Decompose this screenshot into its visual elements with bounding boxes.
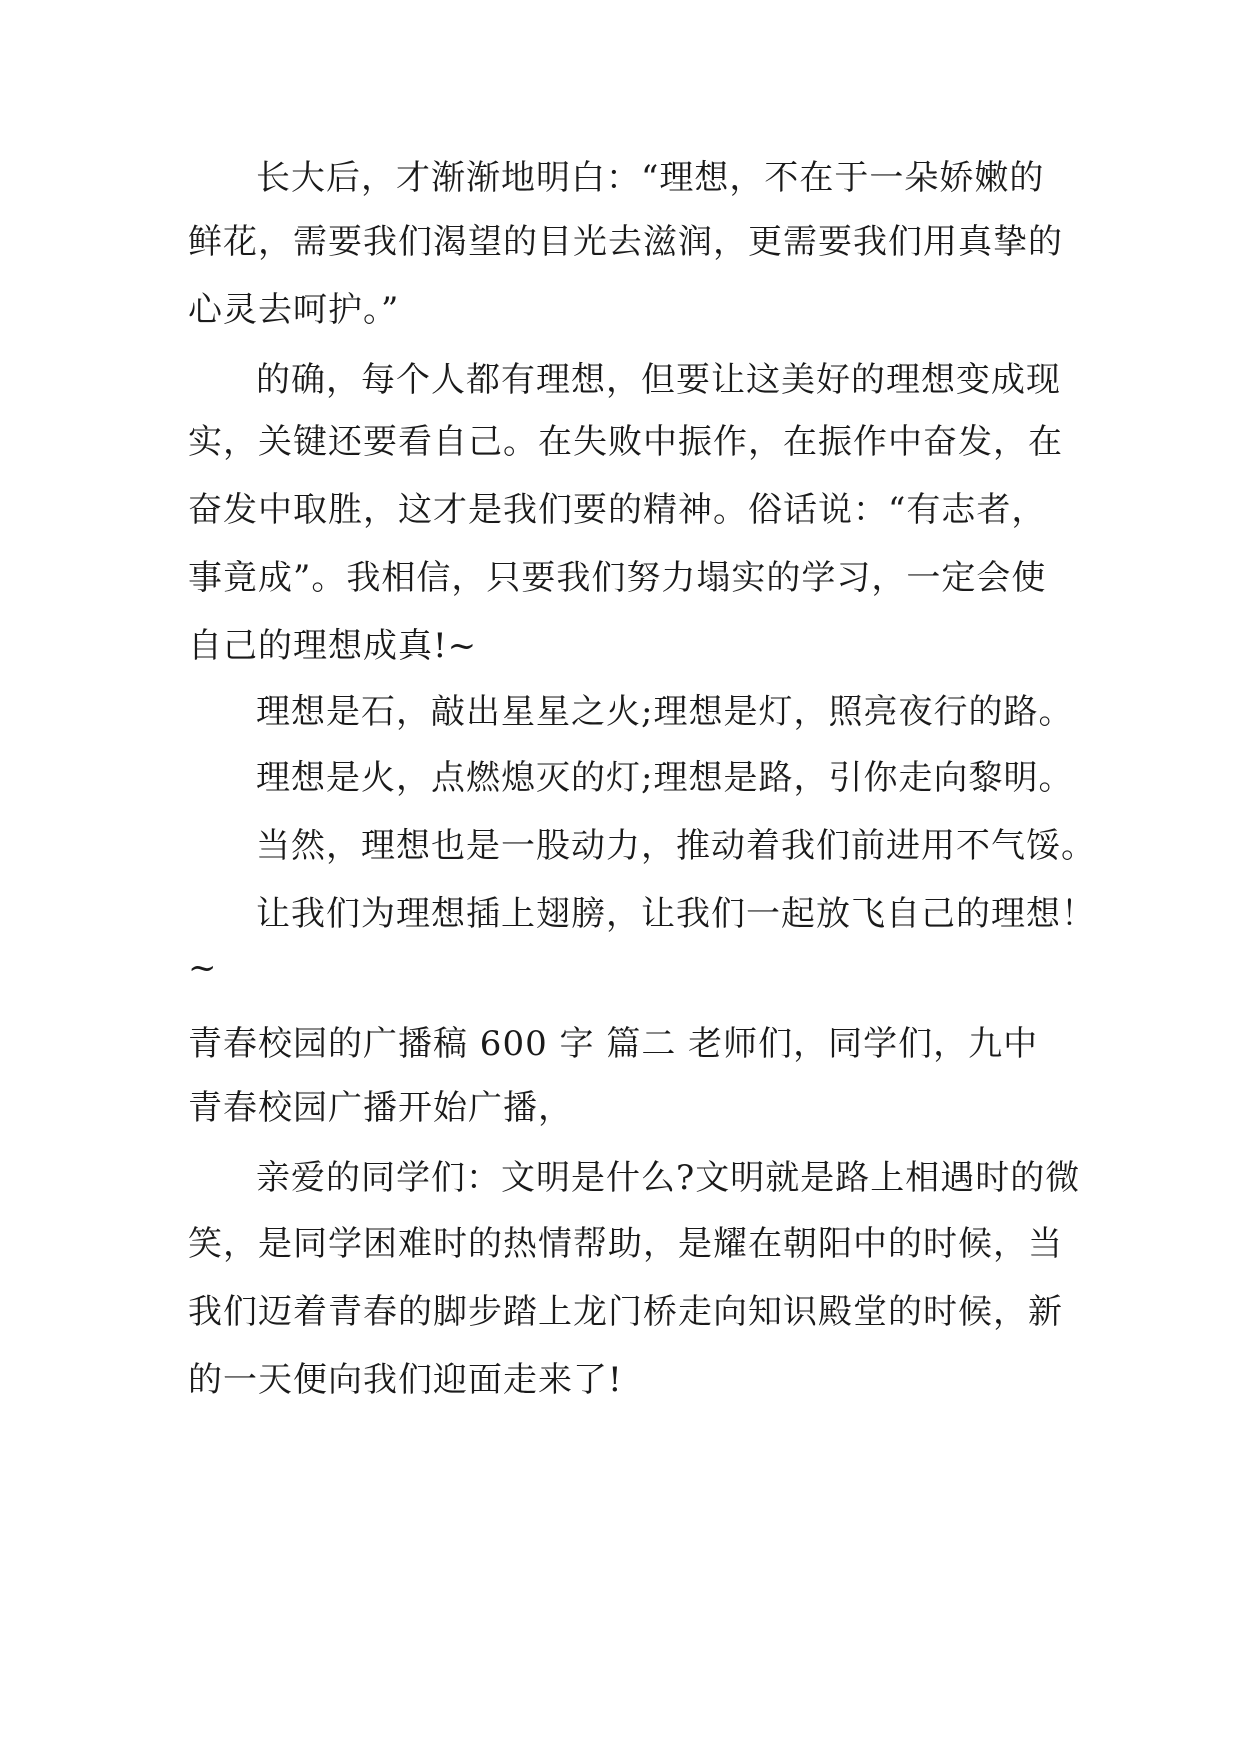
- paragraph-5: 当然，理想也是一股动力，推动着我们前进用不气馁。: [256, 826, 1096, 866]
- paragraph-2-line-3: 奋发中取胜，这才是我们要的精神。俗话说：“有志者，: [188, 490, 1047, 530]
- paragraph-7-line-3: 我们迈着青春的脚步踏上龙门桥走向知识殿堂的时候，新: [188, 1292, 1063, 1332]
- paragraph-7-line-2: 笑，是同学困难时的热情帮助，是耀在朝阳中的时候，当: [188, 1224, 1063, 1264]
- paragraph-1-line-3: 心灵去呵护。”: [188, 290, 400, 330]
- paragraph-3: 理想是石，敲出星星之火;理想是灯，照亮夜行的路。: [256, 692, 1074, 732]
- section-heading-line-2: 青春校园广播开始广播，: [188, 1088, 573, 1128]
- paragraph-6-line-1: 让我们为理想插上翅膀，让我们一起放飞自己的理想！: [256, 894, 1096, 934]
- paragraph-7-line-1: 亲爱的同学们：文明是什么?文明就是路上相遇时的微: [256, 1158, 1081, 1198]
- paragraph-1-line-1: 长大后，才渐渐地明白：“理想，不在于一朵娇嫩的: [256, 158, 1045, 198]
- section-heading-line-1: 青春校园的广播稿 600 字 篇二 老师们，同学们，九中: [188, 1024, 1039, 1064]
- paragraph-4: 理想是火，点燃熄灭的灯;理想是路，引你走向黎明。: [256, 758, 1074, 798]
- paragraph-2-line-1: 的确，每个人都有理想，但要让这美好的理想变成现: [256, 360, 1061, 400]
- paragraph-2-line-4: 事竟成”。我相信，只要我们努力塌实的学习，一定会使: [188, 558, 1047, 598]
- paragraph-1-line-2: 鲜花，需要我们渴望的目光去滋润，更需要我们用真挚的: [188, 222, 1063, 262]
- paragraph-2-line-5: 自己的理想成真!~: [188, 626, 478, 666]
- paragraph-6-line-2: ~: [188, 948, 218, 988]
- paragraph-7-line-4: 的一天便向我们迎面走来了!: [188, 1360, 623, 1400]
- paragraph-2-line-2: 实，关键还要看自己。在失败中振作，在振作中奋发，在: [188, 422, 1063, 462]
